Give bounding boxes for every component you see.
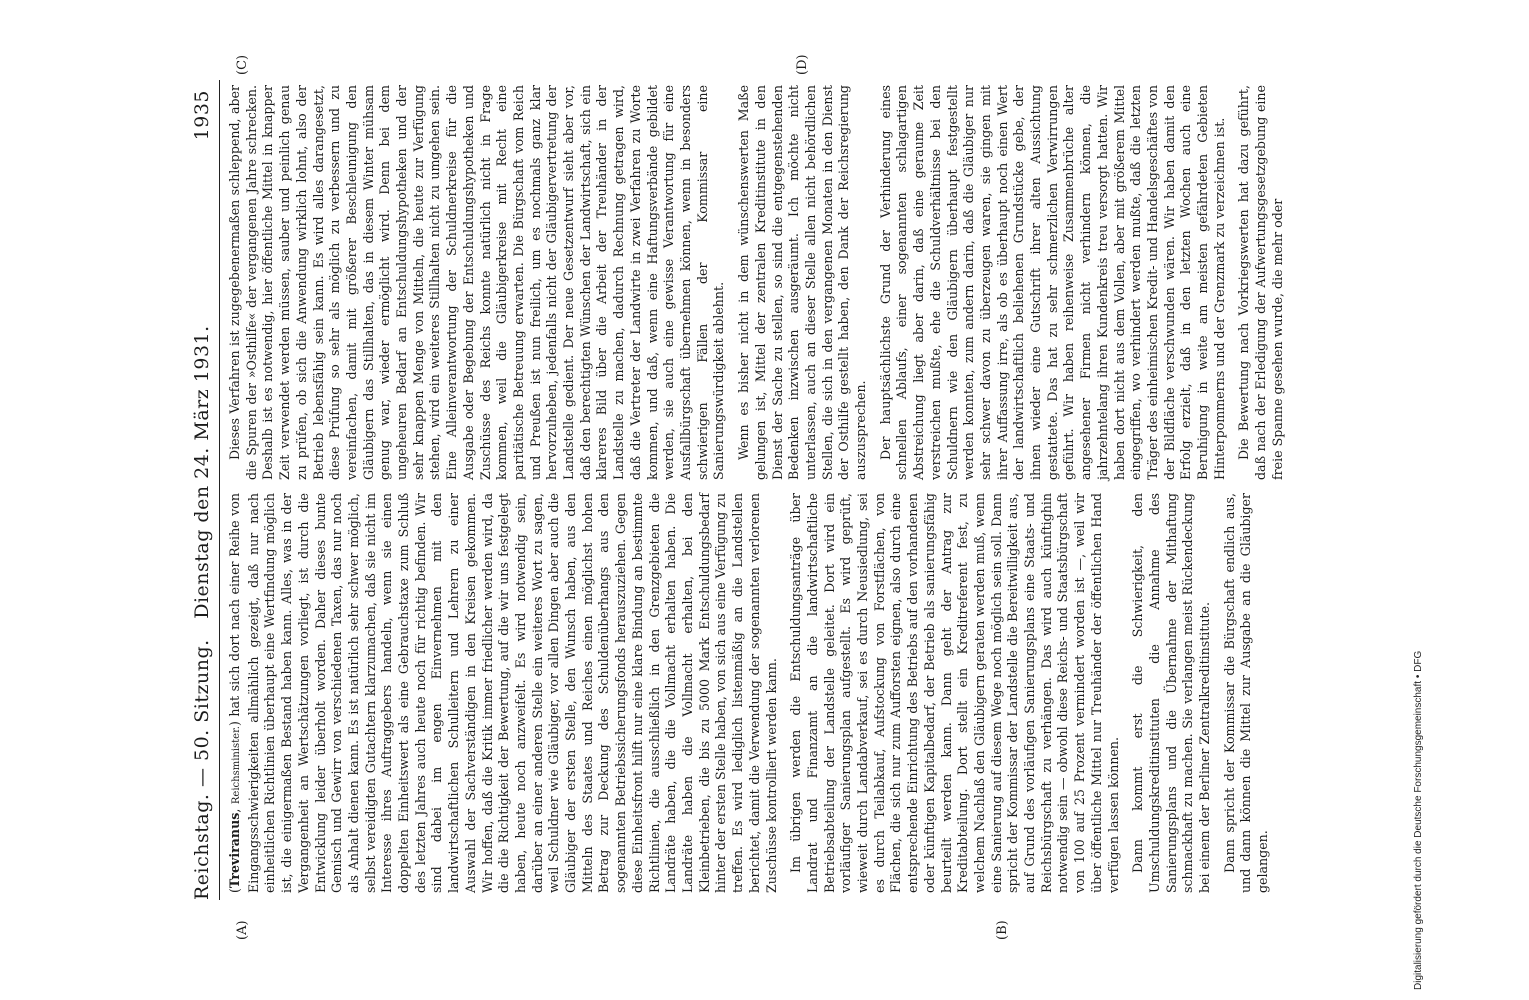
margin-label-c: (C) — [235, 54, 250, 75]
header-left: Reichstag. — 50. Sitzung. Dienstag den 24. März 1931. — [191, 325, 213, 900]
margin-label-d: (D) — [795, 54, 810, 75]
page-header — [191, 90, 215, 900]
speaker-name: Treviranus — [227, 812, 242, 889]
left-paragraph-3: Dann kommt erst die Schwierigkeit, den Umschuldungskreditinstituten die Annahme des Sanierungsplans und die Übernahme der Mithaftung schmackhaft zu machen. Sie verlangen meist Rückendeckung bei einem der Berliner Zentralkreditinstitute. — [1130, 493, 1213, 893]
margin-label-a: (A) — [235, 920, 250, 940]
left-paragraph-4: Dann spricht der Kommissar die Bürgschaft endlich aus, und dann können die Mittel zur Ausgabe an die Gläubiger gelangen. — [1221, 493, 1271, 893]
right-paragraph-4: Die Bewertung nach Vorkriegswerten hat dazu geführt, daß nach der Erledigung der Aufwertungsgesetzgebung eine freie Spanne gesehen wurde, die mehr oder — [1236, 85, 1285, 480]
right-paragraph-3: Der hauptsächlichste Grund der Verhinderung eines schnellen Ablaufs, einer sogenannten schlagartigen Abstreichung liegt aber darin, daß eine geraume Zeit verstreichen mußte, ehe die Schuldverhältnisse bei den Schuldnern wie den Gläubigern überhaupt festgestellt werden konnten, zum andern darin, daß die Gläubiger nur sehr schwer davon zu überzeugen waren, sie gingen mit ihrer Auffassung irre, als ob es überhaupt noch einen Wert der landwirtschaftlich beliehenen Grundstücke gebe, der ihnen wieder eine Gutschrift ihrer alten Aussichtung gestattete. Das hat zu sehr schmerzlichen Verwirrungen geführt. Wir haben reihenweise Zusammenbrüche alter angesehener Firmen nicht verhindern können, die jahrzehntelang ihren Kundenkreis treu versorgt hatten. Wir haben dort nicht aus dem Vollen, aber mit größerem Mittel eingegriffen, wo verhindert werden mußte, daß die letzten Träger des einheimischen Kredit- und Handelsgeschäftes von der Bildfläche verschwunden wären. Wir haben damit den Erfolg erzielt, daß in den letzten Wochen auch eine Beruhigung in weite am meisten gefährdeten Gebieten Hinterpommerns und der Grenzmark zu verzeichnen ist. — [877, 85, 1227, 480]
speaker-role: Reichsminister. — [231, 726, 242, 805]
header-rule — [219, 80, 220, 900]
right-column — [227, 85, 1285, 480]
left-paragraph-2: Im übrigen werden die Entschuldungsanträge über Landrat und Finanzamt an die landwirtschaftliche Betriebsabteilung der Landstelle geleitet. Dort wird ein vorläufiger Sanierungsplan aufgestellt. Es wird geprüft, wieweit durch Landabverkauf, sei es durch Neusiedlung, sei es durch Teilabkauf, Aufstockung von Forstflächen, von Flächen, die sich nur zum Aufforsten eignen, also durch eine entsprechende Einrichtung des Betriebs auf den vorhandenen oder künftigen Kapitalbedarf, der Betrieb als sanierungsfähig beurteilt werden kann. Dann geht der Antrag zur Kreditabteilung. Dort stellt ein Kreditreferent fest, zu welchem Nachlaß den Gläubigern geraten werden muß, wenn eine Sanierung auf diesem Wege noch möglich sein soll. Dann spricht der Kommissar der Landstelle die Bereitwilligkeit aus, auf Grund des vorläufigen Sanierungsplans eine Staats- und Reichsbürgschaft zu verhängen. Das wird auch künftighin notwendig sein — obwohl diese Reichs- und Staatsbürgschaft von 100 auf 25 Prozent vermindert worden ist —, weil wir über öffentliche Mittel nur Treuhänder der öffentlichen Hand verfügen lassen können. — [788, 493, 1121, 893]
page-number: 1935 — [191, 90, 213, 141]
document-page — [95, 0, 1529, 1000]
digitization-note: Digitalisierung gefördert durch die Deutsche Forschungsgemeinschaft • DFG — [1413, 650, 1424, 990]
right-paragraph-2: Wenn es bisher nicht in dem wünschenswerten Maße gelungen ist, Mittel der zentralen Kreditinstitute in den Dienst der Sache zu stellen, so sind die entgegenstehenden Bedenken inzwischen ausgeräumt. Ich möchte nicht unterlassen, auch an dieser Stelle allen nicht behördlichen Stellen, die sich in den vergangenen Monaten in den Dienst der Osthilfe gestellt haben, den Dank der Reichsregierung auszusprechen. — [736, 85, 869, 480]
margin-label-b: (B) — [995, 920, 1010, 940]
right-paragraph-1: Dieses Verfahren ist zugegebenermaßen schleppend, aber die Spuren der »Osthilfe« der vergangenen Jahre schrecken. Deshalb ist es notwendig, hier öffentliche Mittel in knapper Zeit verwendet werden müssen, sauber und peinlich genau zu prüfen, ob sich die Anwendung wirklich lohnt, also der Betrieb lebensfähig sein kann. Es wird alles darangesetzt, diese Prüfung so sehr als möglich zu verbessern und zu vereinfachen, damit mit größerer Beschleunigung den Gläubigern das Stillhalten, das in diesem Winter mühsam genug war, wieder ermöglicht wird. Denn bei dem ungeheuren Bedarf an Entschuldungshypotheken und der sehr knappen Menge von Mitteln, die heute zur Verfügung stehen, wird ein weiteres Stillhalten nicht zu umgehen sein. Eine Alleinverantwortung der Schuldnerkreise für die Ausgabe oder Begebung der Entschuldungshypotheken und Zuschüsse des Reichs konnte natürlich nicht in Frage kommen, weil die Gläubigerkreise mit Recht eine paritätische Betreuung erwarten. Die Bürgschaft vom Reich und Preußen ist nun freilich, um es nochmals ganz klar hervorzuheben, jedenfalls nicht der Gläubigervertretung der Landstelle gedient. Der neue Gesetzentwurf sieht aber vor, daß den berechtigten Wünschen der Landwirtschaft, sich ein klareres Bild über die Arbeit der Treuhänder in der Landstelle zu machen, dadurch Rechnung getragen wird, daß die Vertreter der Landwirte in zwei Verfahren zu Worte kommen, und daß, wenn eine Haftungsverbände gebildet werden, sie auch eine gewisse Verantwortung für eine Ausfallbürgschaft übernehmen können, wenn in besonders schwierigen Fällen der Kommissar eine Sanierungswürdigkeit ablehnt. — [227, 85, 727, 480]
rotated-document-scan — [95, 0, 1529, 1000]
left-column — [227, 493, 1271, 893]
left-paragraph-1: (Treviranus, Reichsminister.) hat sich dort nach einer Reihe von Eingangsschwierigkeiten allmählich gezeigt, daß nur nach einheitlichen Richtlinien überhaupt eine Wertfindung möglich ist, die einigermaßen Bestand haben kann. Alles, was in der Vergangenheit an Wertschätzungen vorliegt, ist durch die Entwicklung leider überholt worden. Daher dieses bunte Gemisch und Gewirr von verschiedenen Taxen, das nur noch als Anhalt dienen kann. Es ist natürlich sehr schwer möglich, selbst vereidigten Gutachtern klarzumachen, daß sie nicht im Interesse ihres Auftraggebers handeln, wenn sie einen doppelten Einheitswert als eine Gebrauchstaxe zum Schluß des letzten Jahres auch heute noch für richtig befinden. Wir sind dabei im engen Einvernehmen mit den landwirtschaftlichen Schulleitern und Lehrern zu einer Auswahl der Sachverständigen in den Kreisen gekommen. Wir hoffen, daß die Kritik immer friedlicher werden wird, da die die Richtigkeit der Bewertung, auf die wir uns festgelegt haben, heute noch anzweifelt. Es wird notwendig sein, darüber an einer anderen Stelle ein weiteres Wort zu sagen, weil Schuldner wie Gläubiger, vor allen Dingen aber auch die Gläubiger der ersten Stelle, den Wunsch haben, aus den Mitteln des Staates und Reiches einen möglichst hohen Betrag zur Deckung des Schuldenüberhangs aus den sogenannten Betriebssicherungsfonds herauszuziehen. Gegen diese Einheitsfront hilft nur eine klare Bindung an bestimmte Richtlinien, die ausschließlich in den Grenzgebieten die Landräte haben, die die Vollmacht erhalten haben. Die Landräte haben die Vollmacht erhalten, bei den Kleinbetrieben, die bis zu 5000 Mark Entschuldungsbedarf hinter der ersten Stelle haben, von sich aus eine Verfügung zu treffen. Es wird lediglich listenmäßig an die Landstellen berichtet, damit die Verwendung der sogenannten verlorenen Zuschüsse kontrolliert werden kann. — [227, 493, 779, 893]
